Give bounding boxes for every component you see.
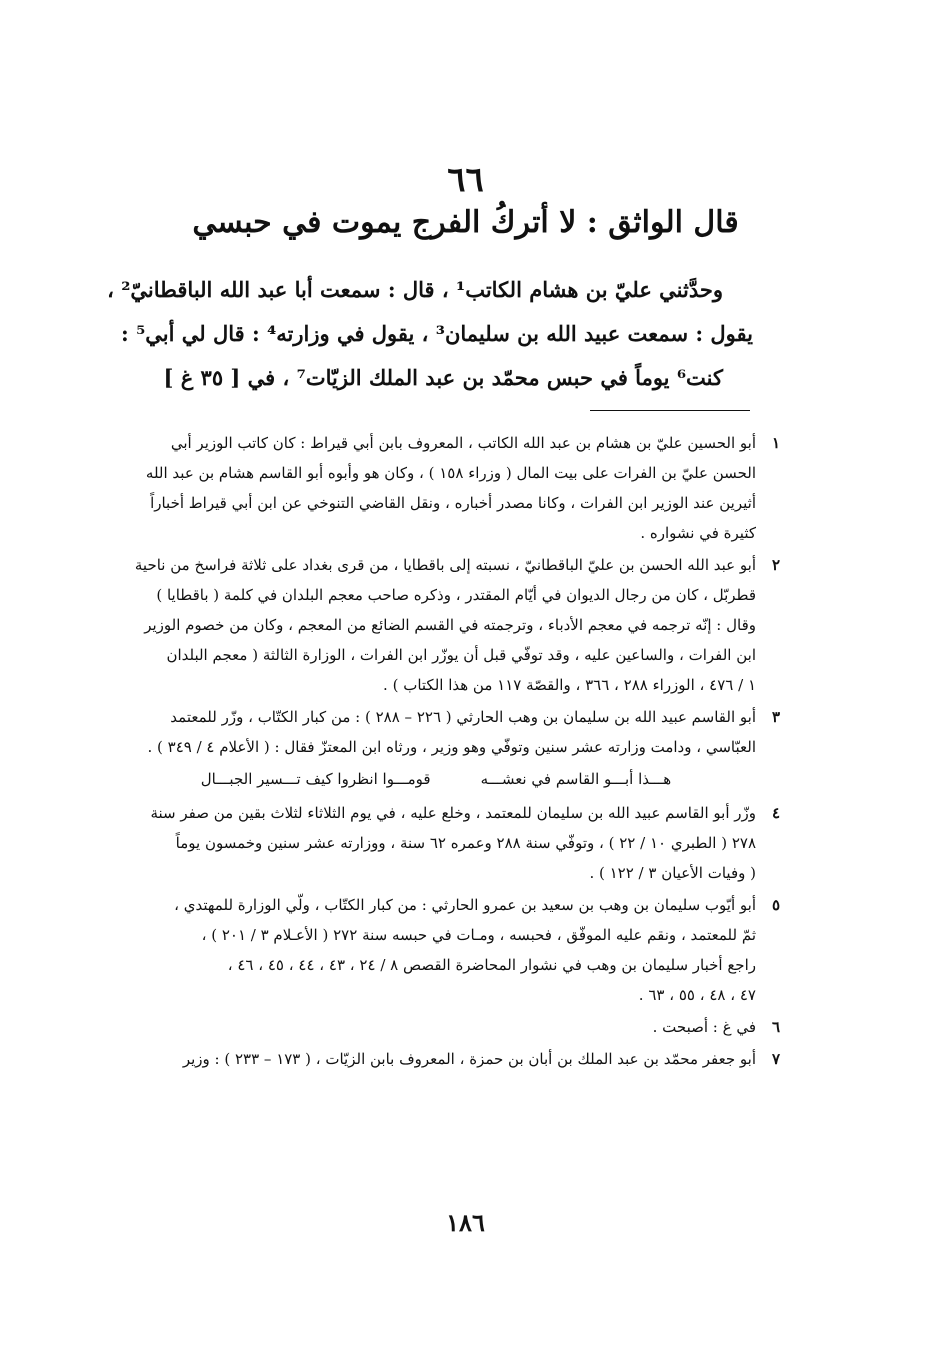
story-number: ٦٦ <box>447 160 484 200</box>
footnote-line: الحسن عليّ بن الفرات على بيت المال ( وزراء ١٥٨ ) ، وكان هو وأبوه أبو القاسم هشام بن عبد الله <box>145 464 756 482</box>
footnote-line: أبو جعفر محمّد بن عبد الملك بن أبان بن حمزة ، المعروف بابن الزيّات ، ( ١٧٣ – ٢٣٣ ) : وزير <box>182 1050 756 1068</box>
footnote-line: ( وفيات الأعيان ٣ / ١٢٢ ) . <box>589 864 756 882</box>
main-text-line: وحدَّثني عليّ بن هشام الكاتب¹ ، قال : سمعت أبا عبد الله الباقطانيّ² ، <box>107 277 723 302</box>
footnote-line: ٢٧٨ ( الطبري ١٠ / ٢٢ ) ، وتوفّي سنة ٢٨٨ وعمره ٦٢ سنة ، ووزارته عشر سنين وخمسون يوماً <box>175 834 756 852</box>
footnote-7 <box>116 1044 781 1074</box>
footnote-line: ثمّ للمعتمد ، ونقم عليه الموفّق ، فحبسه ، ومـات في حبسه سنة ٢٧٢ ( الأعـلام ٣ / ٢٠١ ) ، <box>201 926 756 944</box>
footnote-line: أبو أيّوب سليمان بن وهب بن سعيد بن عمرو الحارثي : من كبار الكتّاب ، ولّي الوزارة للمهتدي ، <box>174 896 756 914</box>
footnote-line: العبّاسي ، ودامت وزارته عشر سنين وتوفّي وهو وزير ، ورثاه ابن المعتزّ فقال : ( الأعلام ٤ / ٣٤٩ ) . <box>147 738 756 756</box>
page-number: ١٨٦ <box>446 1208 485 1237</box>
footnote-1 <box>116 428 781 548</box>
main-text-line: كنت⁶ يوماً في حبس محمّد بن عبد الملك الزيّات⁷ ، في [ ٣٥ غ ] <box>163 365 723 390</box>
footnote-line: ٤٧ ، ٤٨ ، ٥٥ ، ٦٣ . <box>638 986 756 1004</box>
footnote-line: وقال : إنّه ترجمه في معجم الأدباء ، وترجمته في القسم الضائع من المعجم ، وكان من خصوم الوزير <box>144 616 756 634</box>
footnote-number: ٦ <box>771 1018 781 1036</box>
footnote-number: ١ <box>771 434 781 452</box>
footnote-line: ١ / ٤٧٦ ، الوزراء ٢٨٨ ، ٣٦٦ ، والقصّة ١١٧ من هذا الكتاب ) . <box>383 676 756 694</box>
footnote-line: ابن الفرات ، والساعين عليه ، وقد توفّي قبل أن يوزّر ابن الفرات ، الوزارة الثالثة ( معجم البلدان <box>166 646 756 664</box>
footnote-number: ٤ <box>771 804 781 822</box>
verse-hemistich-2: قومـــوا انظروا كيف تـــسير الجبـــال <box>200 770 431 788</box>
footnote-number: ٢ <box>771 556 781 574</box>
footnote-line: أثيرين عند الوزير ابن الفرات ، وكانا مصدر أخباره ، ونقل القاضي التنوخي عن ابن أبي قيراط أخباراً <box>150 494 756 512</box>
footnote-3 <box>116 702 781 796</box>
footnote-line: أبو عبد الله الحسن بن عليّ الباقطانيّ ، نسبته إلى باقطايا ، من قرى بغداد على ثلاثة فراسخ من ناحية <box>134 556 756 574</box>
footnote-line: أبو القاسم عبيد الله بن سليمان بن وهب الحارثي ( ٢٢٦ – ٢٨٨ ) : من كبار الكتّاب ، وزّر للمعتمد <box>170 708 756 726</box>
footnote-line: في غ : أصبحت . <box>652 1018 756 1036</box>
footnote-number: ٧ <box>771 1050 781 1068</box>
footnote-number: ٣ <box>771 708 781 726</box>
footnote-line: أبو الحسين عليّ بن هشام بن عبد الله الكاتب ، المعروف بابن أبي قيراط : كان كاتب الوزير أبي <box>170 434 756 452</box>
footnote-4 <box>116 798 781 888</box>
main-text-line: يقول : سمعت عبيد الله بن سليمان³ ، يقول في وزارته⁴ : قال لي أبي⁵ : <box>121 321 753 346</box>
footnote-line: قطربّل ، كان من رجال الديوان في أيّام المقتدر ، وذكره صاحب معجم البلدان في كلمة ( باقطايا ) <box>156 586 756 604</box>
footnote-separator <box>590 410 750 411</box>
footnote-number: ٥ <box>771 896 781 914</box>
footnote-2 <box>116 550 781 700</box>
footnote-line: كثيرة في نشواره . <box>640 524 756 542</box>
footnotes <box>116 428 781 1076</box>
story-title: قال الواثق : لا أتركُ الفرج يموت في حبسي <box>192 205 739 240</box>
main-text <box>107 268 753 400</box>
footnote-line: وزّر أبو القاسم عبيد الله بن سليمان للمعتمد ، وخلع عليه ، في يوم الثلاثاء لثلاث بقين من صفر سنة <box>150 804 756 822</box>
footnote-6 <box>116 1012 781 1042</box>
poetry-verse <box>116 762 756 796</box>
verse-hemistich-1: هـــذا أبـــو القاسم في نعشـــه <box>480 770 672 788</box>
footnote-5 <box>116 890 781 1010</box>
footnote-line: راجع أخبار سليمان بن وهب في نشوار المحاضرة القصص ٨ / ٢٤ ، ٤٣ ، ٤٤ ، ٤٥ ، ٤٦ ، <box>227 956 756 974</box>
